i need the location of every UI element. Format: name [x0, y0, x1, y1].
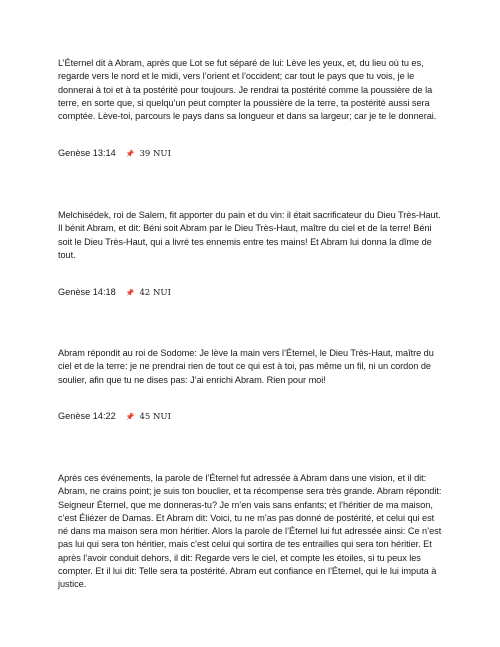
reference-code: 42 NUI	[139, 288, 171, 298]
reference-genesis-13-14	[58, 147, 171, 161]
reference-code: 39 NUI	[139, 149, 171, 159]
reference-code: 45 NUI	[139, 412, 171, 422]
reference-genesis-14-22	[58, 410, 171, 424]
pin-icon: 📌	[125, 290, 135, 297]
reference-genesis-14-18	[58, 286, 171, 300]
passage-genesis-13-14: L’Éternel dit à Abram, après que Lot se fut séparé de lui: Lève les yeux, et, du lieu où tu es, regarde vers le nord et le midi, vers l’orient et l’occident; car tout le pays que tu vois, je le donnerai à toi et à ta postérité pour toujours. Je rendrai ta postérité comme la poussière de la terre, en sorte que, si quelqu’un peut compter la poussière de la terre, ta postérité aussi sera comptée. Lève-toi, parcours le pays dans sa longueur et dans sa largeur; car je te le donnerai.	[58, 58, 437, 122]
reference-label: Genèse 14:18	[58, 287, 116, 297]
pin-icon: 📌	[125, 151, 135, 158]
passage-genesis-15: Après ces événements, la parole de l’Éternel fut adressée à Abram dans une vision, et il dit: Abram, ne crains point; je suis ton bouclier, et ta récompense sera très grande. Abram répondit: Seigneur Éternel, que me donneras-tu? Je m’en vais sans enfants; et l’héritier de ma maison, c’est Éliézer de Damas. Et Abram dit: Voici, tu ne m’as pas donné de postérité, et celui qui est né dans ma maison sera mon héritier. Alors la parole de l’Éternel lui fut adressée ainsi: Ce n’est pas lui qui sera ton héritier, mais c’est celui qui sortira de tes entrailles qui sera ton héritier. Et après l’avoir conduit dehors, il dit: Regarde vers le ciel, et compte les étoiles, si tu peux les compter. Et il lui dit: Telle sera ta postérité. Abram eut confiance en l’Éternel, qui le lui imputa à justice.	[58, 473, 442, 590]
reference-label: Genèse 13:14	[58, 148, 116, 158]
reference-label: Genèse 14:22	[58, 411, 116, 421]
pin-icon: 📌	[125, 414, 135, 421]
passage-genesis-14-18: Melchisédek, roi de Salem, fit apporter du pain et du vin: il était sacrificateur du Dieu Très-Haut. Il bénit Abram, et dit: Béni soit Abram par le Dieu Très-Haut, maître du ciel et de la terre! Béni soit le Dieu Très-Haut, qui a livré tes ennemis entre tes mains! Et Abram lui donna la dîme de tout.	[58, 210, 441, 260]
passage-genesis-14-22: Abram répondit au roi de Sodome: Je lève la main vers l’Éternel, le Dieu Très-Haut, maître du ciel et de la terre: je ne prendrai rien de tout ce qui est à toi, pas même un fil, ni un cordon de soulier, afin que tu ne dises pas: J’ai enrichi Abram. Rien pour moi!	[58, 348, 434, 385]
